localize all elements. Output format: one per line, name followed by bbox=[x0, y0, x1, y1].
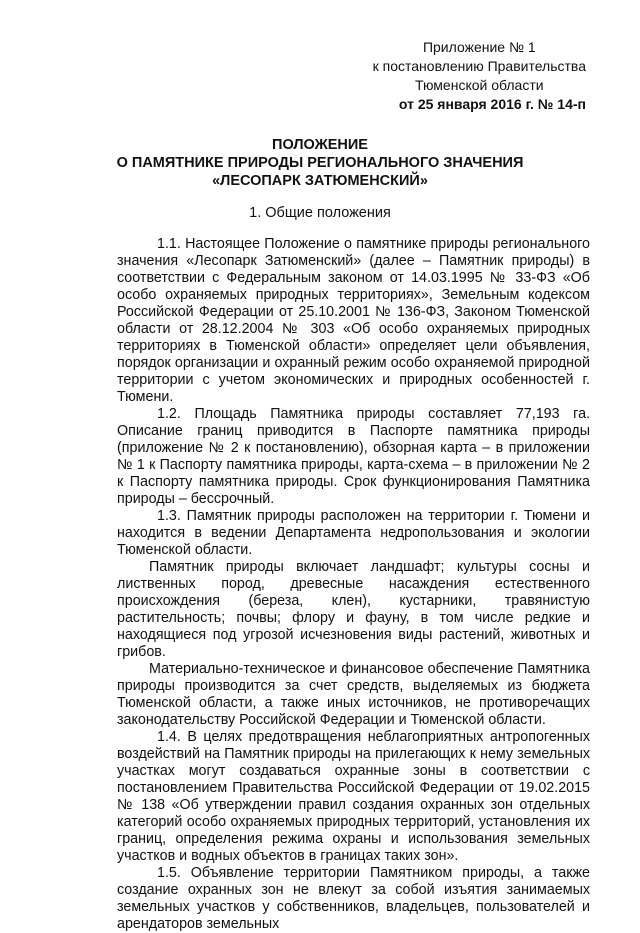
paragraph-funding: Материально-техническое и финансовое обеспечение Памятника природы производится за счет средств, выделяемых из бюджета Тюменской области, а также иных источников, не противоречащих законодательству Российской Федерации и Тюменской области. bbox=[117, 661, 590, 728]
document-body bbox=[117, 236, 590, 933]
annex-header bbox=[373, 38, 586, 114]
paragraph-1-2: 1.2. Площадь Памятника природы составляет 77,193 га. Описание границ приводится в Паспорте памятника природы (приложение № 2 к постановлению), обзорная карта – в приложении № 1 к Паспорту памятника природы, карта-схема – в приложении № 2 к Паспорту памятника природы. Срок функционирования Памятника природы – бессрочный. bbox=[117, 406, 590, 507]
paragraph-1-4: 1.4. В целях предотвращения неблагоприятных антропогенных воздействий на Памятник природы на прилегающих к нему земельных участках могут создаваться охранные зоны в соответствии с постановлением Правительства Российской Федерации от 19.02.2015 № 138 «Об утверждении правил создания охранных зон отдельных категорий особо охраняемых природных территорий, установления их границ, определения режима охраны и использования земельных участков и водных объектов в границах таких зон». bbox=[117, 729, 590, 864]
title-line-2: О ПАМЯТНИКЕ ПРИРОДЫ РЕГИОНАЛЬНОГО ЗНАЧЕНИЯ bbox=[116, 155, 524, 171]
paragraph-1-5: 1.5. Объявление территории Памятником природы, а также создание охранных зон не влекут за собой изъятия занимаемых земельных участков у собственников, владельцев, пользователей и арендаторов земельных bbox=[117, 865, 590, 932]
title-line-3: «ЛЕСОПАРК ЗАТЮМЕНСКИЙ» bbox=[212, 173, 428, 189]
paragraph-composition: Памятник природы включает ландшафт; культуры сосны и лиственных пород, древесные насаждения естественного происхождения (береза, клен), кустарники, травянистую растительность; почвы; флору и фауну, в том числе редкие и находящиеся под угрозой исчезновения виды растений, животных и грибов. bbox=[117, 559, 590, 660]
annex-line-2: к постановлению Правительства bbox=[372, 58, 586, 74]
paragraph-1-3: 1.3. Памятник природы расположен на территории г. Тюмени и находится в ведении Департамента недропользования и экологии Тюменской области. bbox=[117, 508, 590, 558]
paragraph-1-1: 1.1. Настоящее Положение о памятнике природы регионального значения «Лесопарк Затюменский» (далее – Памятник природы) в соответствии с Федеральным законом от 14.03.1995 № 33-ФЗ «Об особо охраняемых природных территориях», Земельным кодексом Российской Федерации от 25.10.2001 № 136-ФЗ, Законом Тюменской области от 28.12.2004 № 303 «Об особо охраняемых природных территориях в Тюменской области» определяет цели объявления, порядок организации и охранный режим особо охраняемой природной территории с учетом экономических и природных особенностей г. Тюмени. bbox=[117, 236, 590, 405]
annex-line-1: Приложение № 1 bbox=[422, 39, 536, 55]
annex-line-3: Тюменской области bbox=[415, 77, 544, 93]
annex-date-number: от 25 января 2016 г. № 14-п bbox=[398, 96, 586, 112]
section-heading: 1. Общие положения bbox=[249, 205, 391, 221]
document-title bbox=[0, 136, 640, 190]
title-line-1: ПОЛОЖЕНИЕ bbox=[272, 137, 368, 153]
